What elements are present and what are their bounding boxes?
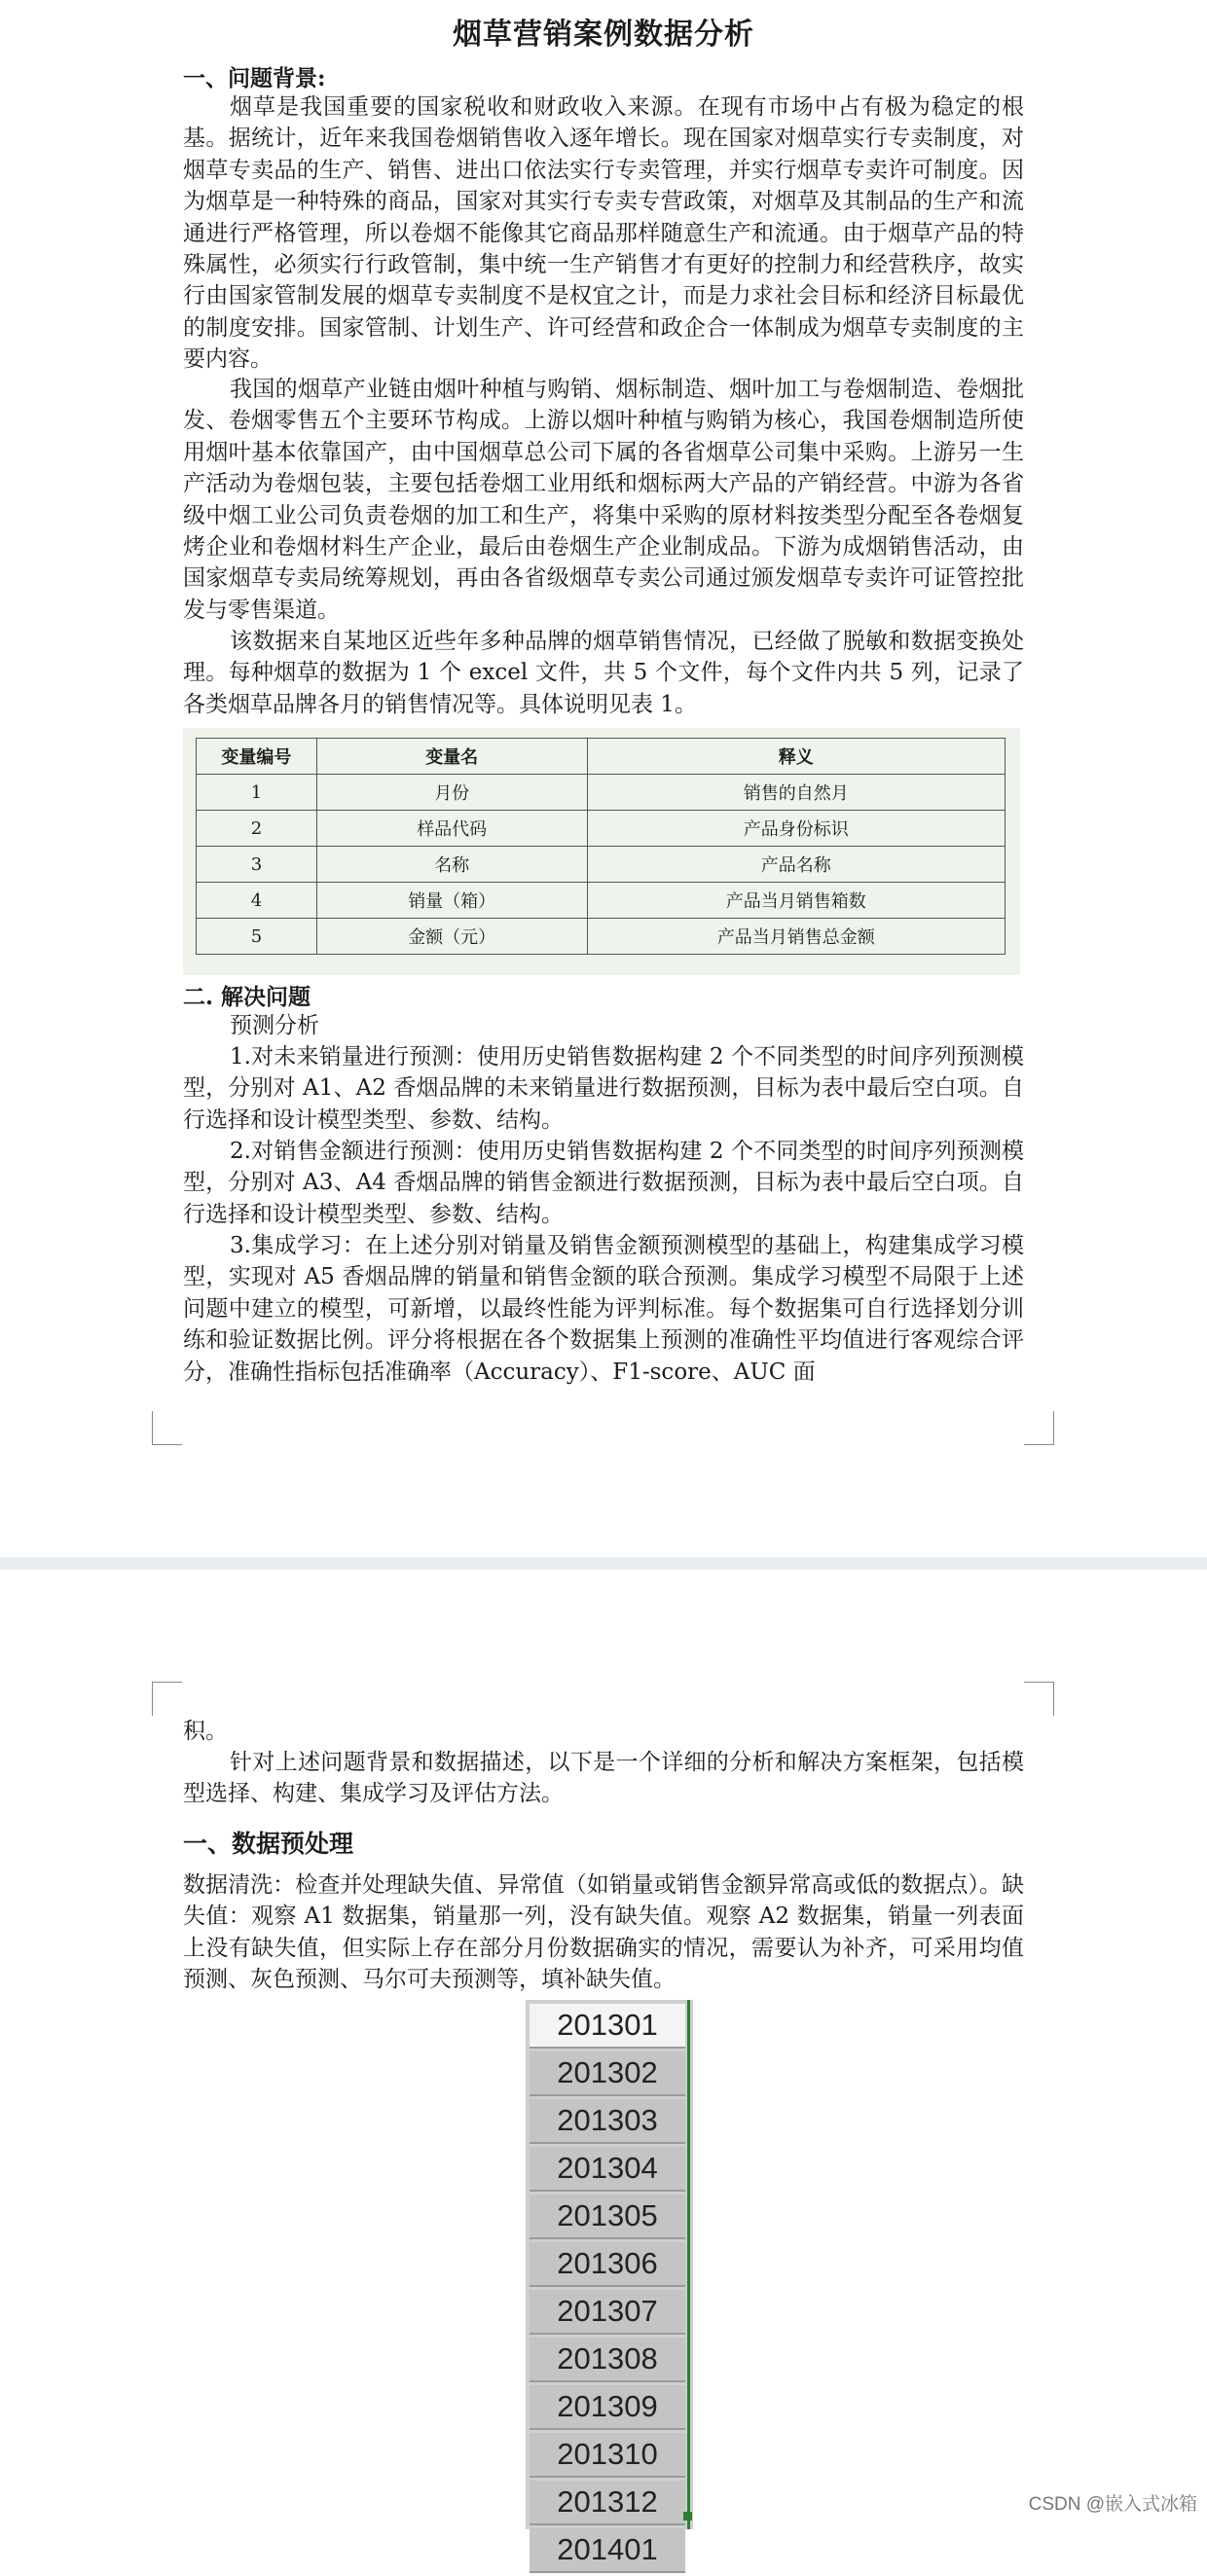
sheet-cell: 201302 — [530, 2051, 685, 2096]
selection-border — [687, 2000, 690, 2529]
sheet-cell: 201310 — [530, 2433, 685, 2478]
sheet-cell: 201312 — [530, 2481, 685, 2525]
sheet-cell: 201306 — [530, 2242, 685, 2287]
watermark: CSDN @嵌入式冰箱 — [1028, 2494, 1197, 2515]
task-paragraph-2: 2.对销售金额进行预测：使用历史销售数据构建 2 个不同类型的时间序列预测模型，分别对 A3、A4 香烟品牌的销售金额进行数据预测，目标为表中最后空白项。自行选择和设计模型类型、参数、结构。 — [183, 1139, 1024, 1227]
background-paragraph-2: 我国的烟草产业链由烟叶种植与购销、烟标制造、烟叶加工与卷烟制造、卷烟批发、卷烟零售五个主要环节构成。上游以烟叶种植与购销为核心，我国卷烟制造所使用烟叶基本依靠国产，由中国烟草总公司下属的各省烟草公司集中采购。上游另一生产活动为卷烟包装，主要包括卷烟工业用纸和烟标两大产品的产销经营。中游为各省级中烟工业公司负责卷烟的加工和生产，将集中采购的原材料按类型分配至各卷烟复烤企业和卷烟材料生产企业，最后由卷烟生产企业制成品。下游为成烟销售活动，由国家烟草专卖局统筹规划，再由各省级烟草专卖公司通过颁发烟草专卖许可证管控批发与零售渠道。 — [183, 377, 1024, 623]
table-cell: 名称 — [316, 847, 587, 883]
table-row — [197, 883, 1006, 919]
table-row — [197, 919, 1006, 955]
table-header-row — [197, 739, 1006, 775]
fill-handle — [683, 2512, 692, 2521]
sheet-cell: 201303 — [530, 2099, 685, 2144]
sheet-cell: 201401 — [530, 2528, 685, 2573]
table-header-cell: 变量编号 — [197, 739, 317, 775]
table-cell: 销售的自然月 — [587, 775, 1005, 811]
section-heading-problems: 二. 解决问题 — [183, 984, 311, 1010]
background-paragraph-3: 该数据来自某地区近些年多种品牌的烟草销售情况，已经做了脱敏和数据变换处理。每种烟草的数据为 1 个 excel 文件，共 5 个文件，每个文件内共 5 列，记录了各类烟草品牌各月的销售情况等。具体说明见表 1。 — [183, 629, 1024, 717]
page-corner-mark — [152, 1411, 182, 1445]
table-cell: 产品当月销售箱数 — [587, 883, 1005, 919]
page-corner-mark — [152, 1682, 182, 1716]
variable-table-container — [183, 728, 1020, 975]
table-cell: 3 — [197, 847, 317, 883]
sheet-cell: 201308 — [530, 2338, 685, 2382]
table-cell: 产品身份标识 — [587, 811, 1005, 847]
table-header-cell: 释义 — [587, 739, 1005, 775]
table-row — [197, 847, 1006, 883]
task-paragraph-3: 3.集成学习：在上述分别对销量及销售金额预测模型的基础上，构建集成学习模型，实现对 A5 香烟品牌的销量和销售金额的联合预测。集成学习模型不局限于上述问题中建立的模型，可新增，以最终性能为评判标准。每个数据集可自行选择划分训练和验证数据比例。评分将根据在各个数据集上预测的准确性平均值进行客观综合评分，准确性指标包括准确率（Accuracy）、F1-score、AUC 面 — [183, 1233, 1024, 1385]
page-corner-mark — [1024, 1411, 1054, 1445]
table-cell: 1 — [197, 775, 317, 811]
background-paragraph-1: 烟草是我国重要的国家税收和财政收入来源。在现有市场中占有极为稳定的根基。据统计，近年来我国卷烟销售收入逐年增长。现在国家对烟草实行专卖制度，对烟草专卖品的生产、销售、进出口依法实行专卖管理，并实行烟草专卖许可制度。因为烟草是一种特殊的商品，国家对其实行专卖专营政策，对烟草及其制品的生产和流通进行严格管理，所以卷烟不能像其它商品那样随意生产和流通。由于烟草产品的特殊属性，必须实行行政管制，集中统一生产销售才有更好的控制力和经营秩序，故实行由国家管制发展的烟草专卖制度不是权宜之计，而是力求社会目标和经济目标最优的制度安排。国家管制、计划生产、许可经营和政企合一体制成为烟草专卖制度的主要内容。 — [183, 94, 1024, 373]
table-cell: 金额（元） — [316, 919, 587, 955]
section-heading-background: 一、问题背景: — [183, 65, 326, 91]
spreadsheet-screenshot — [526, 2000, 693, 2566]
table-cell: 产品名称 — [587, 847, 1005, 883]
sheet-cell: 201307 — [530, 2290, 685, 2335]
task-paragraph-1: 1.对未来销量进行预测：使用历史销售数据构建 2 个不同类型的时间序列预测模型，分别对 A1、A2 香烟品牌的未来销量进行数据预测，目标为表中最后空白项。自行选择和设计模型类型、参数、结构。 — [183, 1044, 1024, 1133]
sheet-cell: 201304 — [530, 2147, 685, 2192]
section-heading-preprocessing: 一、数据预处理 — [183, 1830, 354, 1858]
table-cell: 样品代码 — [316, 811, 587, 847]
page-corner-mark — [1024, 1682, 1054, 1716]
sheet-cell: 201305 — [530, 2195, 685, 2239]
sheet-cell: 201309 — [530, 2385, 685, 2430]
table-cell: 2 — [197, 811, 317, 847]
page-separator — [0, 1557, 1207, 1570]
table-cell: 产品当月销售总金额 — [587, 919, 1005, 955]
continuation-text: 积。 — [183, 1719, 228, 1744]
intro-paragraph: 针对上述问题背景和数据描述，以下是一个详细的分析和解决方案框架，包括模型选择、构建、集成学习及评估方法。 — [183, 1750, 1024, 1807]
variable-table — [196, 738, 1006, 955]
table-cell: 月份 — [316, 775, 587, 811]
table-cell: 4 — [197, 883, 317, 919]
document-page-2 — [0, 1570, 1207, 2566]
month-column — [530, 2004, 685, 2576]
page-title: 烟草营销案例数据分析 — [453, 18, 754, 52]
table-cell: 5 — [197, 919, 317, 955]
table-header-cell: 变量名 — [316, 739, 587, 775]
data-cleaning-paragraph: 数据清洗：检查并处理缺失值、异常值（如销量或销售金额异常高或低的数据点）。缺失值：观察 A1 数据集，销量那一列，没有缺失值。观察 A2 数据集，销量一列表面上没有缺失值，但实际上存在部分月份数据确实的情况，需要认为补齐，可采用均值预测、灰色预测、马尔可夫预测等，填补缺失值。 — [183, 1872, 1024, 1993]
subheading-prediction: 预测分析 — [230, 1013, 319, 1038]
table-row — [197, 811, 1006, 847]
table-row — [197, 775, 1006, 811]
sheet-cell: 201301 — [530, 2004, 685, 2049]
table-cell: 销量（箱） — [316, 883, 587, 919]
